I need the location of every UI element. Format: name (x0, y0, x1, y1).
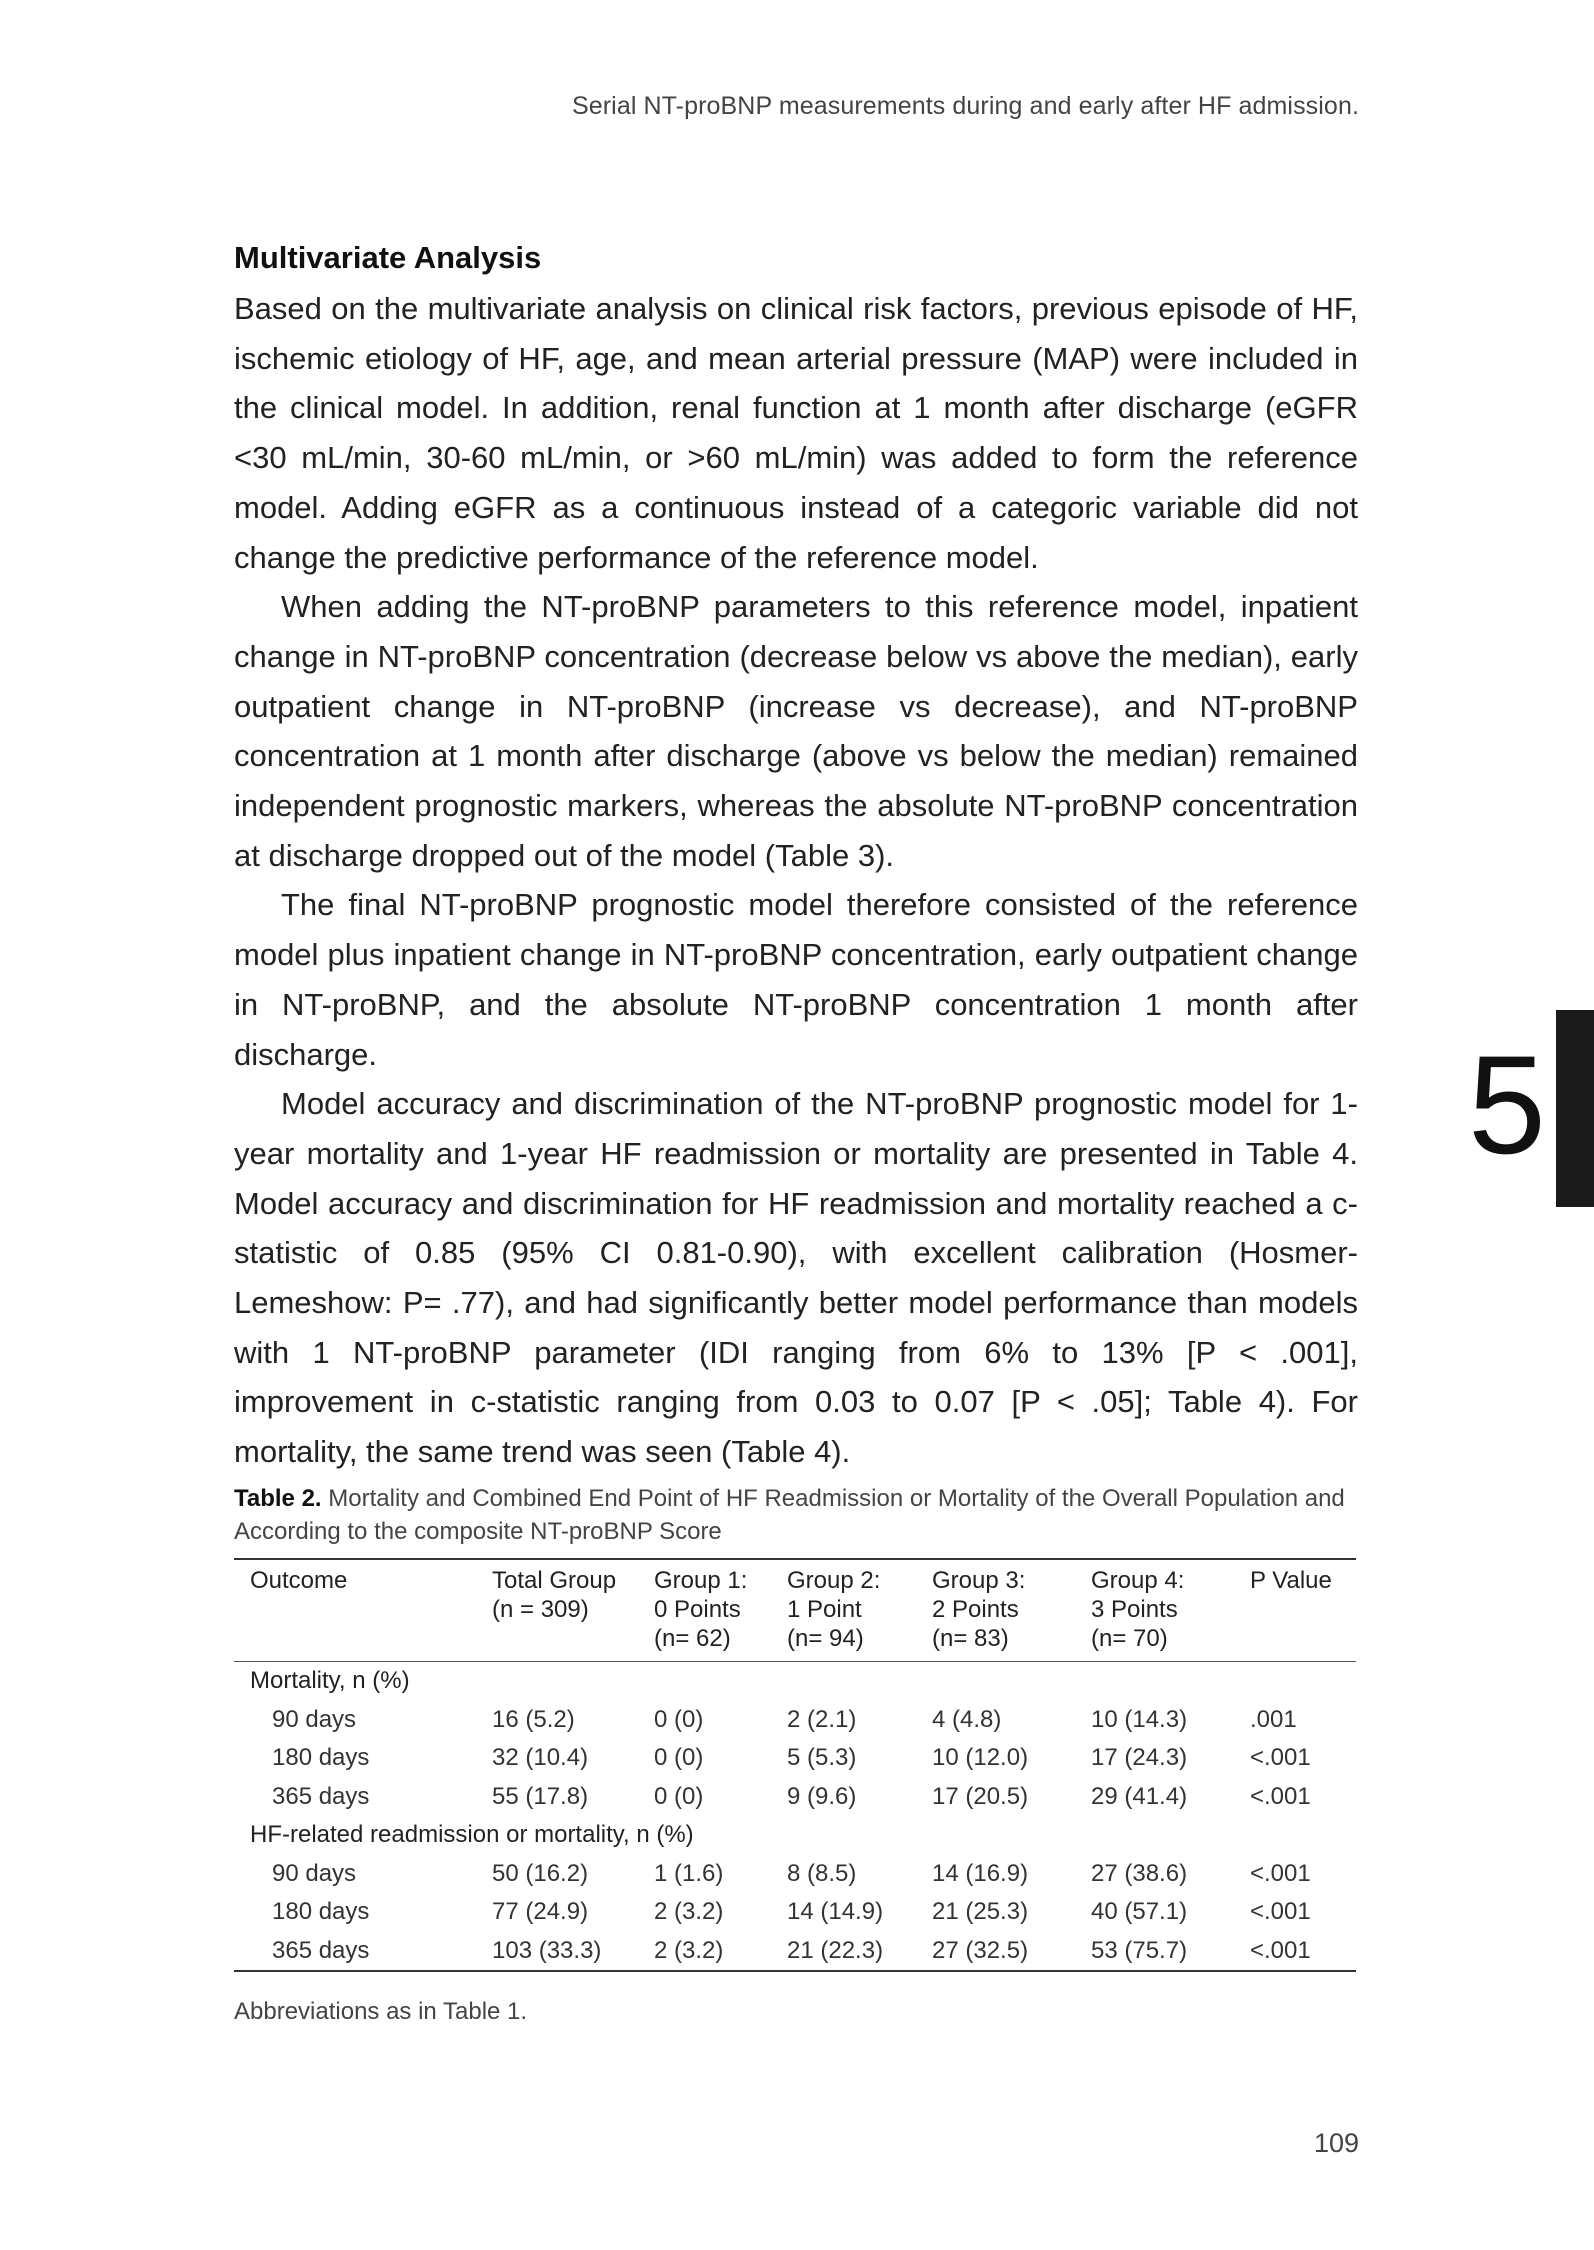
table-group-row (234, 1662, 1356, 1701)
header-group-2 (787, 1559, 932, 1662)
paragraph: The final NT-proBNP prognostic model therefore consisted of the reference model plus inpatient change in NT-proBNP concentration, early outpatient change in NT-proBNP, and the absolute NT-proBNP concentration 1 month after discharge. (234, 887, 1358, 1072)
table-cell: 32 (10.4) (492, 1744, 589, 1772)
header-group-3 (932, 1559, 1091, 1662)
table-cell: 55 (17.8) (492, 1782, 589, 1810)
table-cell: 29 (41.4) (1091, 1782, 1188, 1810)
table-cell: 180 days (272, 1744, 370, 1772)
table-header-row (234, 1559, 1356, 1662)
header-line: (n = 309) (492, 1596, 589, 1623)
table-cell: 2 (3.2) (654, 1936, 724, 1964)
table-cell: 16 (5.2) (492, 1705, 575, 1733)
table-cell: 10 (14.3) (1091, 1705, 1188, 1733)
header-line: P Value (1250, 1567, 1332, 1594)
table-cell: 27 (38.6) (1091, 1859, 1188, 1887)
page-number: 109 (1313, 2128, 1359, 2158)
table-caption (234, 1482, 1358, 1548)
table-cell: 365 days (272, 1782, 370, 1810)
table-cell: 9 (9.6) (787, 1782, 857, 1810)
body-text (234, 284, 1358, 1477)
table-caption-text: Mortality and Combined End Point of HF Readmission or Mortality of the Overall Population and According to the composite NT-proBNP Score (234, 1485, 1345, 1545)
table-footnote: Abbreviations as in Table 1. (234, 1998, 528, 2025)
results-table (234, 1558, 1356, 1972)
table-cell: 53 (75.7) (1091, 1936, 1188, 1964)
paragraph: Model accuracy and discrimination of the NT-proBNP prognostic model for 1-year mortality and 1-year HF readmission or mortality are presented in Table 4. Model accuracy and discrimination for HF readmission and mortality reached a c-statistic of 0.85 (95% CI 0.81-0.90), with excellent calibration (Hosmer-Lemeshow: P= .77), and had significantly better model performance than models with 1 NT-proBNP parameter (IDI ranging from 6% to 13% [P < .001], improvement in c-statistic ranging from 0.03 to 0.07 [P < .05]; Table 4). For mortality, the same trend was seen (Table 4). (234, 1086, 1358, 1470)
table-cell: 77 (24.9) (492, 1898, 589, 1926)
header-total-group (492, 1559, 654, 1662)
header-group-4 (1091, 1559, 1250, 1662)
paragraph: Based on the multivariate analysis on clinical risk factors, previous episode of HF, ischemic etiology of HF, age, and mean arterial pressure (MAP) were included in the clinical model. In addition, renal function at 1 month after discharge (eGFR <30 mL/min, 30-60 mL/min, or >60 mL/min) was added to form the reference model. Adding eGFR as a continuous instead of a categoric variable did not change the predictive performance of the reference model. (234, 291, 1358, 575)
table-row (234, 1739, 1356, 1778)
running-header: Serial NT-proBNP measurements during and early after HF admission. (571, 92, 1359, 120)
chapter-tab (1556, 1010, 1594, 1207)
table-cell: 4 (4.8) (932, 1705, 1002, 1733)
table-row (234, 1701, 1356, 1740)
table-cell: 8 (8.5) (787, 1859, 857, 1887)
table-cell: <.001 (1250, 1782, 1311, 1810)
header-line: 0 Points (654, 1596, 741, 1623)
table-cell: 2 (3.2) (654, 1898, 724, 1926)
header-line: (n= 83) (932, 1625, 1009, 1652)
section-heading: Multivariate Analysis (234, 240, 542, 275)
table-caption-label: Table 2. (234, 1485, 322, 1512)
table-cell: 0 (0) (654, 1782, 704, 1810)
header-line: Total Group (492, 1567, 617, 1594)
header-line: Outcome (250, 1567, 348, 1594)
group-label: HF-related readmission or mortality, n (%) (250, 1821, 694, 1849)
table-cell: 90 days (272, 1705, 357, 1733)
table-cell: 14 (14.9) (787, 1898, 884, 1926)
table-cell: 27 (32.5) (932, 1936, 1029, 1964)
table-cell: 90 days (272, 1859, 357, 1887)
table-cell: .001 (1250, 1705, 1297, 1733)
header-p-value (1250, 1559, 1356, 1662)
table-row (234, 1855, 1356, 1894)
header-line: (n= 70) (1091, 1625, 1168, 1652)
table-cell: 50 (16.2) (492, 1859, 589, 1887)
header-line: Group 4: (1091, 1567, 1185, 1594)
header-line: 1 Point (787, 1596, 862, 1623)
table-cell: 5 (5.3) (787, 1744, 857, 1772)
header-line: (n= 62) (654, 1625, 731, 1652)
table-row (234, 1932, 1356, 1972)
table-cell: <.001 (1250, 1898, 1311, 1926)
table-cell: 0 (0) (654, 1744, 704, 1772)
table-row (234, 1893, 1356, 1932)
header-line: 3 Points (1091, 1596, 1178, 1623)
header-line: 2 Points (932, 1596, 1019, 1623)
table-cell: 2 (2.1) (787, 1705, 857, 1733)
table-cell: 17 (20.5) (932, 1782, 1029, 1810)
chapter-number: 5 (1468, 1026, 1546, 1183)
header-line: (n= 94) (787, 1625, 864, 1652)
header-outcome (234, 1559, 492, 1662)
table-cell: 365 days (272, 1936, 370, 1964)
table-cell: 17 (24.3) (1091, 1744, 1188, 1772)
table-cell: 1 (1.6) (654, 1859, 724, 1887)
group-label: Mortality, n (%) (250, 1667, 410, 1695)
header-line: Group 2: (787, 1567, 881, 1594)
table-cell: 180 days (272, 1898, 370, 1926)
table-row (234, 1778, 1356, 1817)
header-group-1 (654, 1559, 787, 1662)
table-cell: 40 (57.1) (1091, 1898, 1188, 1926)
table-cell: 21 (25.3) (932, 1898, 1029, 1926)
table-cell: <.001 (1250, 1859, 1311, 1887)
table-cell: <.001 (1250, 1744, 1311, 1772)
table-cell: <.001 (1250, 1936, 1311, 1964)
table-cell: 14 (16.9) (932, 1859, 1029, 1887)
header-line: Group 3: (932, 1567, 1026, 1594)
header-line: Group 1: (654, 1567, 748, 1594)
table-cell: 0 (0) (654, 1705, 704, 1733)
main-content (234, 238, 1358, 1477)
table-group-row (234, 1816, 1356, 1855)
table-cell: 103 (33.3) (492, 1936, 602, 1964)
table-cell: 21 (22.3) (787, 1936, 884, 1964)
paragraph: When adding the NT-proBNP parameters to this reference model, inpatient change in NT-proBNP concentration (decrease below vs above the median), early outpatient change in NT-proBNP (increase vs decrease), and NT-proBNP concentration at 1 month after discharge (above vs below the median) remained independent prognostic markers, whereas the absolute NT-proBNP concentration at discharge dropped out of the model (Table 3). (234, 589, 1358, 873)
table-cell: 10 (12.0) (932, 1744, 1029, 1772)
